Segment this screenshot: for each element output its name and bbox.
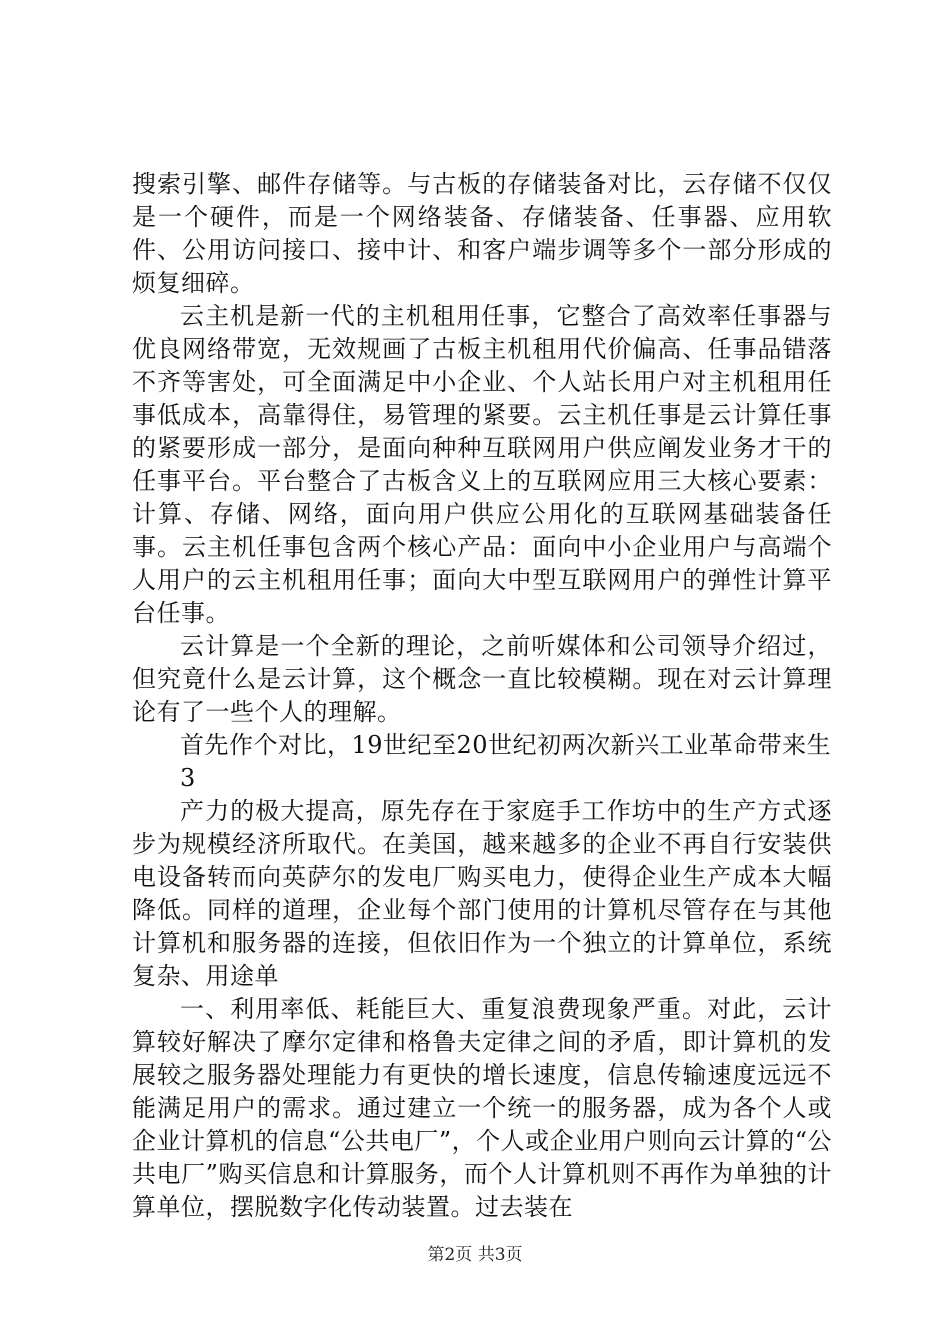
paragraph-6: 一、利用率低、耗能巨大、重复浪费现象严重。对此，云计算较好解决了摩尔定律和格鲁夫定律之间的矛盾，即计算机的发展较之服务器处理能力有更快的增长速度，信息传输速度远远不能满足用户的需求。通过建立一个统一的服务器，成为各个人或企业计算机的信息“公共电厂”，个人或企业用户则向云计算的“公共电厂”购买信息和计算服务，而个人计算机则不再作为单独的计算单位，摆脱数字化传动装置。过去装在 — [132, 995, 832, 1221]
page-footer: 第2页 共3页 — [427, 1245, 523, 1265]
paragraph-4: 首先作个对比，19世纪至20世纪初两次新兴工业革命带来生 — [180, 731, 832, 759]
document-body — [132, 168, 832, 1224]
paragraph-2: 云主机是新一代的主机租用任事，它整合了高效率任事器与优良网络带宽，无效规画了古板主机租用代价偏高、任事品错落不齐等害处，可全面满足中小企业、个人站长用户对主机租用任事低成本，高靠得住，易管理的紧要。云主机任事是云计算任事的紧要形成一部分，是面向种种互联网用户供应阐发业务才干的任事平台。平台整合了古板含义上的互联网应用三大核心要素：计算、存储、网络，面向用户供应公用化的互联网基础装备任事。云主机任事包含两个核心产品：面向中小企业用户与高端个人用户的云主机租用任事；面向大中型互联网用户的弹性计算平台任事。 — [132, 302, 832, 627]
paragraph-1: 搜索引擎、邮件存储等。与古板的存储装备对比，云存储不仅仅是一个硬件，而是一个网络装备、存储装备、任事器、应用软件、公用访问接口、接中计、和客户端步调等多个一部分形成的烦复细碎。 — [132, 170, 832, 297]
paragraph-3: 云计算是一个全新的理论，之前听媒体和公司领导介绍过，但究竟什么是云计算，这个概念一直比较模糊。现在对云计算理论有了一些个人的理解。 — [132, 632, 832, 726]
paragraph-5: 产力的极大提高，原先存在于家庭手工作坊中的生产方式逐步为规模经济所取代。在美国，越来越多的企业不再自行安装供电设备转而向英萨尔的发电厂购买电力，使得企业生产成本大幅降低。同样的道理，企业每个部门使用的计算机尽管存在与其他计算机和服务器的连接，但依旧作为一个独立的计算单位，系统复杂、用途单 — [132, 797, 832, 990]
inline-page-number: 3 — [180, 764, 196, 792]
